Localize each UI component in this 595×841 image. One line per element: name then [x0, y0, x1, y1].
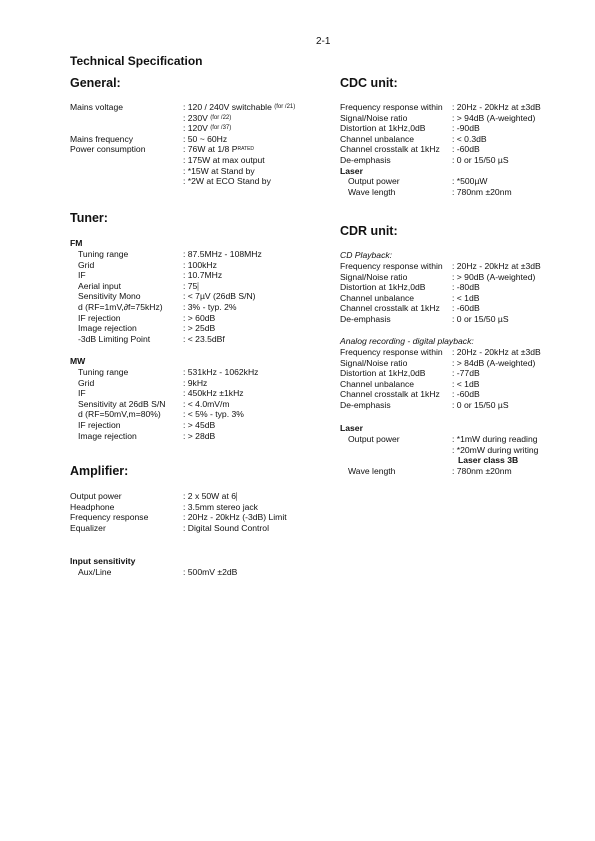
spec-row: [340, 123, 541, 134]
spec-value: : 230V: [183, 112, 208, 123]
spec-label: Sensitivity Mono: [78, 291, 141, 302]
spec-label: Mains voltage: [70, 102, 124, 112]
spec-label: De-emphasis: [340, 399, 391, 410]
spec-label: Signal/Noise ratio: [340, 357, 408, 368]
general-heading: General:: [70, 76, 121, 90]
spec-value: : 3.5mm stereo jack: [183, 501, 258, 512]
spec-value: : -80dB: [452, 282, 480, 293]
cd-playback-label: CD Playback:: [340, 250, 393, 260]
spec-row: [70, 388, 258, 399]
spec-row: [340, 303, 541, 314]
spec-row: [70, 334, 262, 345]
spec-label: De-emphasis: [340, 154, 391, 165]
spec-row: [340, 358, 541, 369]
spec-value: : > 84dB (A-weighted): [452, 357, 536, 368]
spec-row: [340, 134, 541, 145]
cdr-laser-label: Laser: [340, 423, 363, 433]
cd-playback-table: [340, 261, 541, 325]
spec-label: Frequency response within: [340, 347, 443, 357]
laser-label: Laser: [340, 165, 363, 176]
spec-label: Distortion at 1kHz,0dB: [340, 282, 426, 293]
spec-row: [340, 155, 541, 166]
cdc-table: [340, 102, 541, 197]
spec-row: [70, 166, 295, 177]
spec-label: IF rejection: [78, 419, 121, 430]
spec-label: Equalizer: [70, 522, 106, 533]
spec-value: : 780nm ±20nm: [452, 465, 512, 476]
spec-label: Channel crosstalk at 1kHz: [340, 144, 440, 155]
spec-subscript: RATED: [237, 146, 255, 153]
spec-label: Frequency response within: [340, 102, 443, 112]
input-sensitivity-label: Input sensitivity: [70, 556, 136, 566]
spec-row: [340, 434, 538, 445]
spec-label: Output power: [70, 491, 122, 501]
spec-row: [340, 113, 541, 124]
spec-value: : -77dB: [452, 368, 480, 379]
fm-table: [70, 249, 262, 344]
spec-value: : -60dB: [452, 144, 480, 155]
spec-value: : 531kHz - 1062kHz: [183, 367, 259, 377]
spec-row: [70, 399, 258, 410]
spec-label: d (RF=50mV,m=80%): [78, 409, 161, 420]
spec-row: [340, 187, 541, 198]
cdr-laser-table: [340, 434, 538, 476]
spec-label: Signal/Noise ratio: [340, 271, 408, 282]
spec-label: Output power: [348, 176, 400, 187]
spec-value: : *20mW during writing: [452, 444, 539, 455]
spec-row: [70, 281, 262, 292]
spec-label: Power consumption: [70, 144, 146, 155]
spec-row: [70, 155, 295, 166]
spec-row: [340, 293, 541, 304]
spec-label: Frequency response within: [340, 261, 443, 271]
spec-label: Channel crosstalk at 1kHz: [340, 389, 440, 400]
spec-value: : 50 ~ 60Hz: [183, 133, 228, 144]
spec-row: [70, 113, 295, 124]
spec-row: [70, 291, 262, 302]
spec-row: [70, 134, 295, 145]
spec-value: : 3% - typ. 2%: [183, 301, 237, 312]
spec-label: Sensitivity at 26dB S/N: [78, 398, 166, 409]
spec-label: Tuning range: [78, 249, 129, 259]
spec-label: De-emphasis: [340, 313, 391, 324]
spec-label: Output power: [348, 434, 400, 444]
spec-row: [340, 368, 541, 379]
spec-label: Channel crosstalk at 1kHz: [340, 303, 440, 314]
spec-value: : < 5% - typ. 3%: [183, 409, 244, 420]
spec-value: : 75⎸: [183, 280, 206, 291]
tuner-heading: Tuner:: [70, 211, 108, 225]
input-sensitivity-table: [70, 567, 237, 578]
spec-label: Aux/Line: [78, 567, 112, 577]
spec-row: [70, 491, 287, 502]
laser-class: Laser class 3B: [458, 455, 519, 466]
spec-row: [70, 512, 287, 523]
spec-row: [340, 314, 541, 325]
spec-row: [340, 261, 541, 272]
spec-value: : *1mW during reading: [452, 434, 538, 444]
spec-label: Image rejection: [78, 430, 137, 441]
document-title: Technical Specification: [70, 54, 203, 68]
spec-value: : < 1dB: [452, 378, 480, 389]
spec-row: [70, 323, 262, 334]
spec-row: [70, 431, 258, 442]
spec-label: Channel unbalance: [340, 133, 415, 144]
spec-row: [70, 260, 262, 271]
spec-value: : -60dB: [452, 389, 480, 400]
spec-value: : < 0.3dB: [452, 133, 487, 144]
page-number: 2-1: [316, 36, 331, 47]
spec-label: IF: [78, 270, 86, 281]
spec-label: IF: [78, 388, 86, 399]
general-table: [70, 102, 295, 187]
spec-label: Aerial input: [78, 280, 121, 291]
spec-value: : > 90dB (A-weighted): [452, 271, 536, 282]
mw-label: MW: [70, 356, 86, 366]
spec-row: [70, 502, 287, 513]
spec-row: [70, 567, 237, 578]
spec-value: : > 25dB: [183, 323, 216, 334]
spec-row: [340, 102, 541, 113]
spec-label: Channel unbalance: [340, 378, 415, 389]
spec-label: Tuning range: [78, 367, 129, 377]
spec-label: -3dB Limiting Point: [78, 333, 151, 344]
spec-note: (for /22): [210, 114, 232, 121]
spec-value: : < 7µV (26dB S/N): [183, 291, 256, 302]
spec-row: [70, 313, 262, 324]
spec-label: [70, 176, 183, 187]
spec-value: : 100kHz: [183, 259, 217, 270]
spec-value: : -60dB: [452, 303, 480, 314]
spec-label: IF rejection: [78, 312, 121, 323]
amplifier-table: [70, 491, 287, 533]
spec-row: [70, 270, 262, 281]
spec-label: Image rejection: [78, 323, 137, 334]
spec-label: Grid: [78, 377, 95, 388]
spec-label: [70, 123, 183, 134]
spec-row: [70, 176, 295, 187]
spec-row: [70, 409, 258, 420]
spec-label: Grid: [78, 259, 95, 270]
spec-value: : Digital Sound Control: [183, 522, 269, 533]
spec-label: Wave length: [348, 186, 396, 197]
spec-value: : 0 or 15/50 µS: [452, 399, 509, 410]
spec-row: [340, 400, 541, 411]
spec-value: : *2W at ECO Stand by: [183, 176, 271, 187]
spec-value: : 20Hz - 20kHz at ±3dB: [452, 102, 541, 112]
spec-row: [70, 367, 258, 378]
spec-value: : > 45dB: [183, 419, 216, 430]
spec-row: [340, 272, 541, 283]
spec-label: [70, 155, 183, 166]
spec-row: [70, 123, 295, 134]
spec-label: Frequency response: [70, 512, 149, 523]
spec-value: : > 94dB (A-weighted): [452, 112, 536, 123]
spec-value: : 9kHz: [183, 377, 208, 388]
spec-label: Distortion at 1kHz,0dB: [340, 123, 426, 134]
spec-row: [340, 144, 541, 155]
spec-row: [340, 466, 538, 477]
spec-note: (for /37): [210, 125, 232, 132]
spec-value: : -90dB: [452, 123, 480, 134]
spec-value: : *15W at Stand by: [183, 165, 255, 176]
spec-label: Headphone: [70, 501, 115, 512]
spec-value: : 500mV ±2dB: [183, 567, 238, 577]
analog-recording-table: [340, 347, 541, 411]
spec-row: [340, 389, 541, 400]
spec-value: : < 23.5dBf: [183, 333, 225, 344]
spec-label: Mains frequency: [70, 133, 134, 144]
analog-recording-label: Analog recording - digital playback:: [340, 336, 474, 346]
spec-value: : 2 x 50W at 6⎸: [183, 491, 245, 501]
mw-table: [70, 367, 258, 441]
spec-row: [340, 176, 541, 187]
spec-label: Wave length: [348, 465, 396, 476]
spec-label: Distortion at 1kHz,0dB: [340, 368, 426, 379]
spec-row: [340, 445, 538, 456]
spec-value: : 175W at max output: [183, 154, 265, 165]
spec-value: : 780nm ±20nm: [452, 186, 512, 197]
cdr-heading: CDR unit:: [340, 224, 398, 238]
spec-value: : 0 or 15/50 µS: [452, 154, 509, 165]
spec-value: : < 4.0mV/m: [183, 398, 230, 409]
spec-value: : 120V: [183, 123, 208, 134]
spec-row: [340, 455, 538, 466]
spec-row: [340, 282, 541, 293]
spec-row: [70, 144, 295, 155]
spec-row: [340, 379, 541, 390]
spec-note: (for /21): [274, 104, 296, 110]
spec-label: [70, 113, 183, 124]
spec-value: : > 28dB: [183, 430, 216, 441]
spec-row: [70, 420, 258, 431]
spec-row: [70, 102, 295, 113]
spec-row: [340, 347, 541, 358]
spec-value: : *500µW: [452, 176, 488, 187]
spec-value: : 0 or 15/50 µS: [452, 313, 509, 324]
spec-value: : < 1dB: [452, 292, 480, 303]
spec-value: : 450kHz ±1kHz: [183, 388, 244, 399]
spec-value: : 120 / 240V switchable: [183, 102, 272, 112]
spec-label: Signal/Noise ratio: [340, 112, 408, 123]
spec-value: : 20Hz - 20kHz (-3dB) Limit: [183, 512, 287, 523]
spec-row: [70, 249, 262, 260]
spec-value: : > 60dB: [183, 312, 216, 323]
cdc-heading: CDC unit:: [340, 76, 398, 90]
spec-row: [70, 378, 258, 389]
spec-row: [70, 523, 287, 534]
spec-label: d (RF=1mV,∂f=75kHz): [78, 301, 163, 312]
spec-label: Channel unbalance: [340, 292, 415, 303]
fm-label: FM: [70, 238, 83, 248]
spec-value: : 76W at 1/8 P: [183, 144, 238, 155]
spec-row: [70, 302, 262, 313]
amplifier-heading: Amplifier:: [70, 464, 129, 478]
spec-value: : 20Hz - 20kHz at ±3dB: [452, 347, 541, 357]
spec-value: : 10.7MHz: [183, 270, 223, 281]
spec-value: : 87.5MHz - 108MHz: [183, 249, 262, 259]
spec-value: : 20Hz - 20kHz at ±3dB: [452, 261, 541, 271]
spec-label: [70, 166, 183, 177]
